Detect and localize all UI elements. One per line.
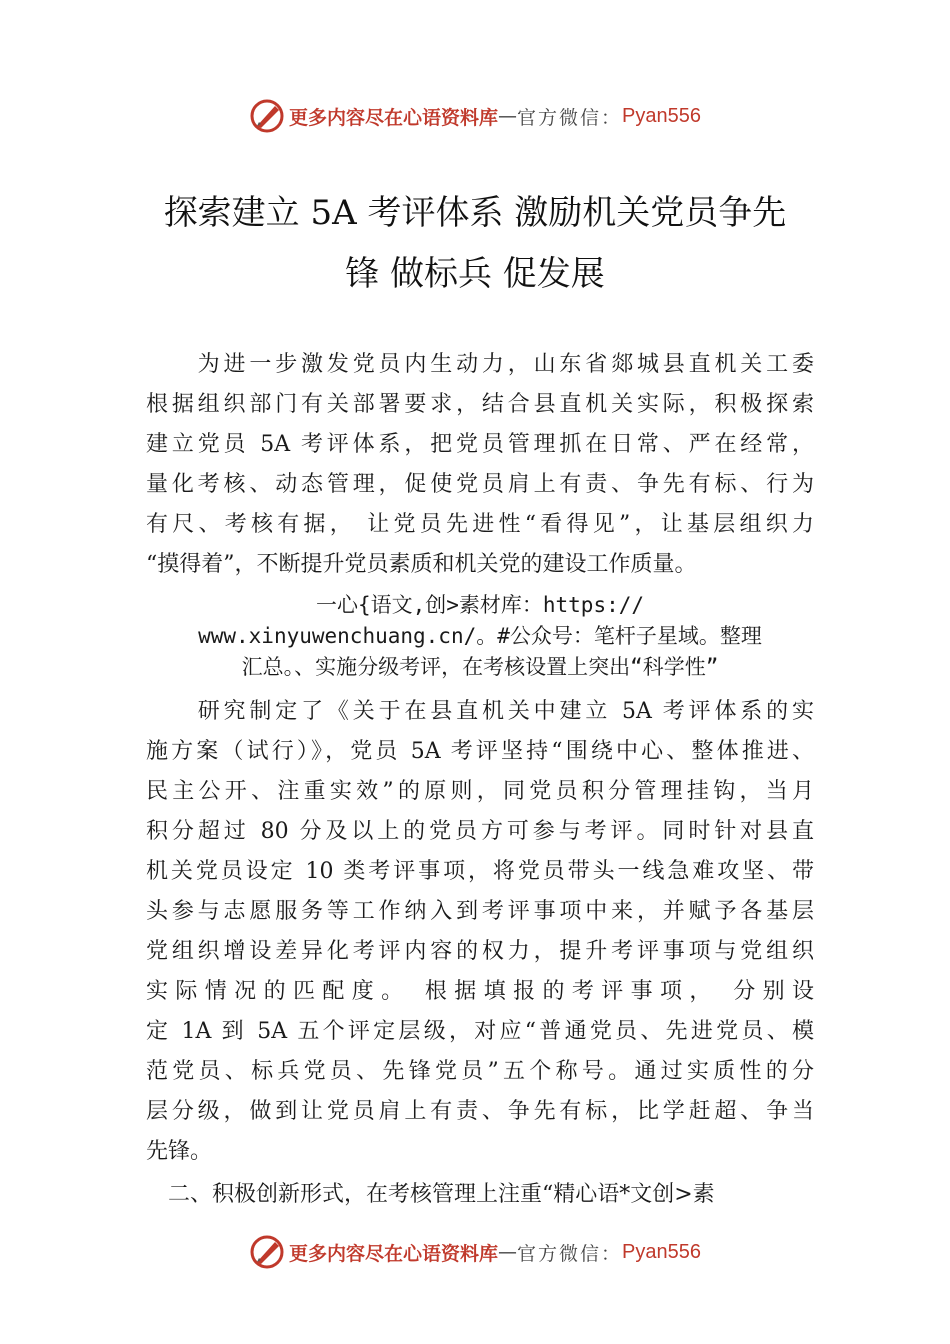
text-line: 为进一步激发党员内生动力，山东省郯城县直机关工委 [146,352,814,377]
banner-site-name: 更多内容尽在心语资料库 [289,1242,499,1265]
watermark-line: www.xinyuwenchuang.cn/。#公众号：笔杆子星域。整理 [198,624,762,648]
text-line: 研究制定了《关于在县直机关中建立 5A 考评体系的实 [146,699,814,724]
text-line: 层分级，做到让党员肩上有责、争先有标，比学赶超、争当 [146,1099,814,1124]
text-line: “摸得着”，不断提升党员素质和机关党的建设工作质量。 [146,552,697,577]
banner-separator: — [498,105,518,127]
watermark-line: 汇总。、实施分级考评，在考核设置上突出“科学性” [241,655,719,679]
banner-site-name: 更多内容尽在心语资料库 [289,106,499,129]
text-line: 施方案（试行）》，党员 5A 考评坚持“围绕中心、整体推进、 [146,739,814,764]
text-line: 实际情况的匹配度。 根据填报的考评事项， 分别设 [146,979,814,1004]
title-line-1: 探索建立 5A 考评体系 激励机关党员争先 [163,193,787,233]
text-line: 头参与志愿服务等工作纳入到考评事项中来，并赋予各基层 [146,899,814,924]
banner-wechat-label: 官方微信： [517,1242,623,1265]
text-line: 量化考核、动态管理，促使党员肩上有责、争先有标、行为 [146,472,814,497]
text-line: 积分超过 80 分及以上的党员方可参与考评。同时针对县直 [146,819,814,844]
text-line: 根据组织部门有关部署要求，结合县直机关实际，积极探索 [146,392,814,417]
pen-logo-icon [249,98,285,134]
text-line: 范党员、标兵党员、先锋党员”五个称号。通过实质性的分 [146,1059,814,1084]
text-line: 先锋。 [146,1139,213,1164]
banner-wechat-id: Pyan556 [622,1240,701,1263]
watermark-line: 一心{语文,创>素材库：https:// [315,593,645,617]
banner-separator: — [498,1241,518,1263]
section-heading-2 [146,1175,814,1215]
paragraph-assessment [146,692,814,1172]
text-line: 有尺、考核有据， 让党员先进性“看得见”，让基层组织力 [146,512,814,537]
banner-wechat-id: Pyan556 [622,104,701,127]
title-line-2: 锋 做标兵 促发展 [345,254,605,294]
text-line: 定 1A 到 5A 五个评定层级，对应“普通党员、先进党员、模 [146,1019,814,1044]
header-banner [0,94,950,138]
source-watermark [146,590,814,683]
text-line: 建立党员 5A 考评体系，把党员管理抓在日常、严在经常， [146,432,814,457]
text-line: 二、积极创新形式，在考核管理上注重“精心语*文创>素 [146,1182,715,1207]
text-line: 机关党员设定 10 类考评事项，将党员带头一线急难攻坚、带 [146,859,814,884]
footer-banner [0,1230,950,1274]
text-line: 民主公开、注重实效”的原则，同党员积分管理挂钩，当月 [146,779,814,804]
document-title [120,183,830,305]
paragraph-intro [146,345,814,585]
banner-wechat-label: 官方微信： [517,106,623,129]
text-line: 党组织增设差异化考评内容的权力，提升考评事项与党组织 [146,939,814,964]
pen-logo-icon [249,1234,285,1270]
